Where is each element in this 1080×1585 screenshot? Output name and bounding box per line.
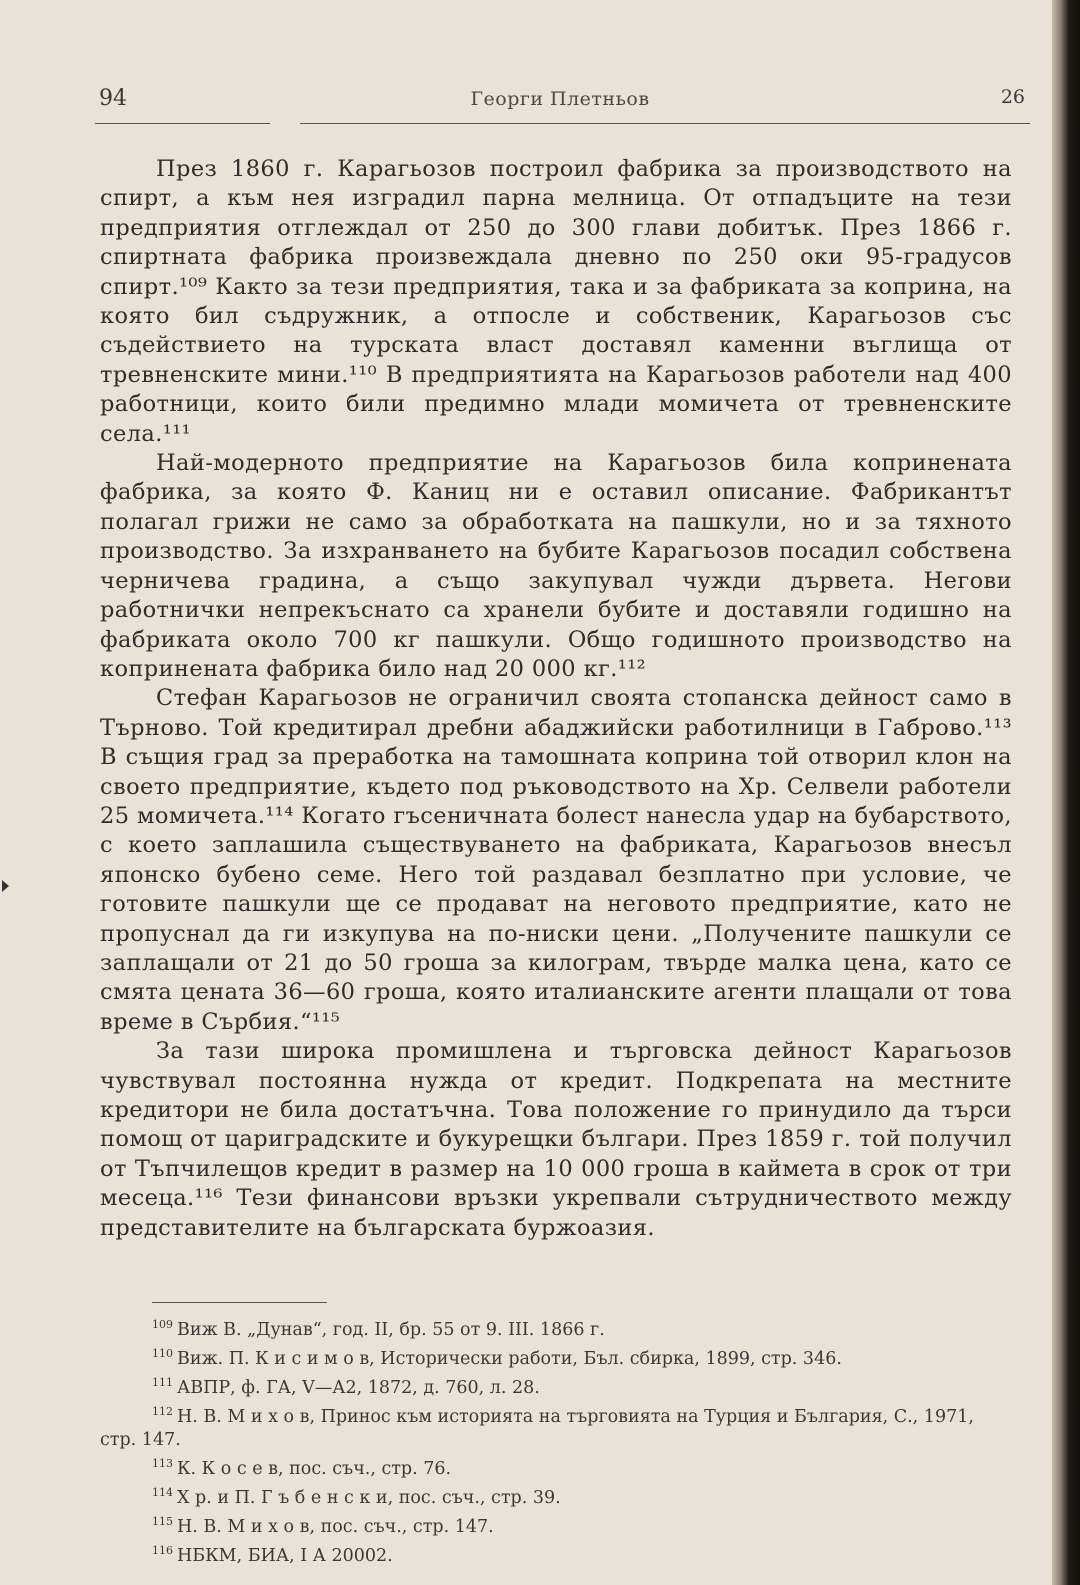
header-rule-left: [95, 123, 270, 124]
footnote-text: Виж. П. К и с и м о в, Исторически работи, Бъл. сбирка, 1899, стр. 346.: [177, 1348, 842, 1369]
footnote-number: 114: [152, 1486, 173, 1500]
page-number: 94: [99, 86, 127, 111]
footnote-text: Н. В. М и х о в, пос. съч., стр. 147.: [177, 1517, 494, 1538]
footnote-number: 109: [152, 1318, 173, 1331]
paragraph: Стефан Карагьозов не ограничил своята стопанска дейност само в Търново. Той кредитирал дребни абаджийски работилници в Габрово.¹¹³ В същия град за преработка на тамошната коприна той отворил клон на своето предприятие, където под ръководството на Хр. Селвели работели 25 момичета.¹¹⁴ Когато гъсеничната болест нанесла удар на бубарството, с което заплашила съществуването на фабриката, Карагьозов внесъл японско бубено семе. Него той раздавал безплатно при условие, че готовите пашкули ще се продават на неговото предприятие, като не пропуснал да ги изкупува на по-ниски цени. „Получените пашкули се заплащали от 21 до 50 гроша за килограм, твърде малка цена, като се смята цената 36—60 гроша, която италианските агенти плащали от това време в Сърбия.“¹¹⁵: [100, 685, 1012, 1035]
margin-marker: [2, 880, 9, 892]
footnote: [100, 1510, 1015, 1539]
footnote-text: Х р. и П. Г ъ б е н с к и, пос. съч., стр. 39.: [177, 1488, 561, 1509]
running-title: Георги Плетньов: [470, 88, 650, 110]
footnote-text: К. К о с е в, пос. съч., стр. 76.: [177, 1459, 452, 1480]
footnote-text: АВПР, ф. ГА, V—А2, 1872, д. 760, л. 28.: [177, 1377, 540, 1398]
footnote-rule: [152, 1302, 327, 1303]
footnote-number: 110: [152, 1347, 173, 1361]
footnote-number: 116: [152, 1544, 173, 1558]
book-binding-edge: [1052, 0, 1080, 1585]
footnote-number: 113: [152, 1457, 173, 1471]
footnote: [100, 1313, 1015, 1342]
footnote: [100, 1342, 1015, 1371]
header-rule-right: [300, 123, 1030, 124]
footnote: [100, 1452, 1015, 1481]
footnote-text: НБКМ, БИА, I А 20002.: [177, 1546, 393, 1567]
main-text: [100, 155, 1012, 1243]
footnote: [100, 1400, 1015, 1452]
paragraph: Най-модерното предприятие на Карагьозов била копринената фабрика, за която Ф. Каниц ни е оставил описание. Фабрикантът полагал грижи не само за обработката на пашкули, но и за тяхното производство. За изхранването на бубите Карагьозов посадил собствена черничева градина, а също закупувал чужди дървета. Негови работнички непрекъснато са хранели бубите и доставяли годишно на фабриката около 700 кг пашкули. Общо годишното производство на копринената фабрика било над 20 000 кг.¹¹²: [100, 450, 1012, 682]
footnote-text: Виж В. „Дунав“, год. II, бр. 55 от 9. III. 1866 г.: [177, 1319, 605, 1340]
footnote-number: 115: [152, 1515, 173, 1529]
footnote-number: 111: [152, 1376, 173, 1390]
paragraph: През 1860 г. Карагьозов построил фабрика за производството на спирт, а към нея изградил парна мелница. От отпадъците на тези предприятия отглеждал от 250 до 300 глави добитък. През 1866 г. спиртната фабрика произвеждала дневно по 250 оки 95-градусов спирт.¹⁰⁹ Както за тези предприятия, така и за фабриката за коприна, на която бил съдружник, а отпосле и собственик, Карагьозов със съдействието на турската власт доставял каменни въглища от тревненските мини.¹¹⁰ В предприятията на Карагьозов работели над 400 работници, които били предимно млади момичета от тревненските села.¹¹¹: [100, 156, 1012, 447]
footnote: [100, 1539, 1015, 1568]
page-header: [95, 86, 1025, 116]
footnote-text: Н. В. М и х о в, Принос към историята на търговията на Турция и България, С., 1971, стр. 147.: [100, 1406, 974, 1451]
footnotes: [100, 1313, 1015, 1568]
footnote: [100, 1481, 1015, 1510]
paragraph: За тази широка промишлена и търговска дейност Карагьозов чувствувал постоянна нужда от кредит. Подкрепата на местните кредитори не била достатъчна. Това положение го принудило да търси помощ от цариградските и букурещки българи. През 1859 г. той получил от Тъпчилещов кредит в размер на 10 000 гроша в каймета в срок от три месеца.¹¹⁶ Тези финансови връзки укрепвали сътрудничеството между представителите на българската буржоазия.: [100, 1038, 1012, 1241]
signature-mark: 26: [1000, 86, 1025, 108]
footnote-number: 112: [152, 1405, 173, 1419]
footnote: [100, 1371, 1015, 1400]
